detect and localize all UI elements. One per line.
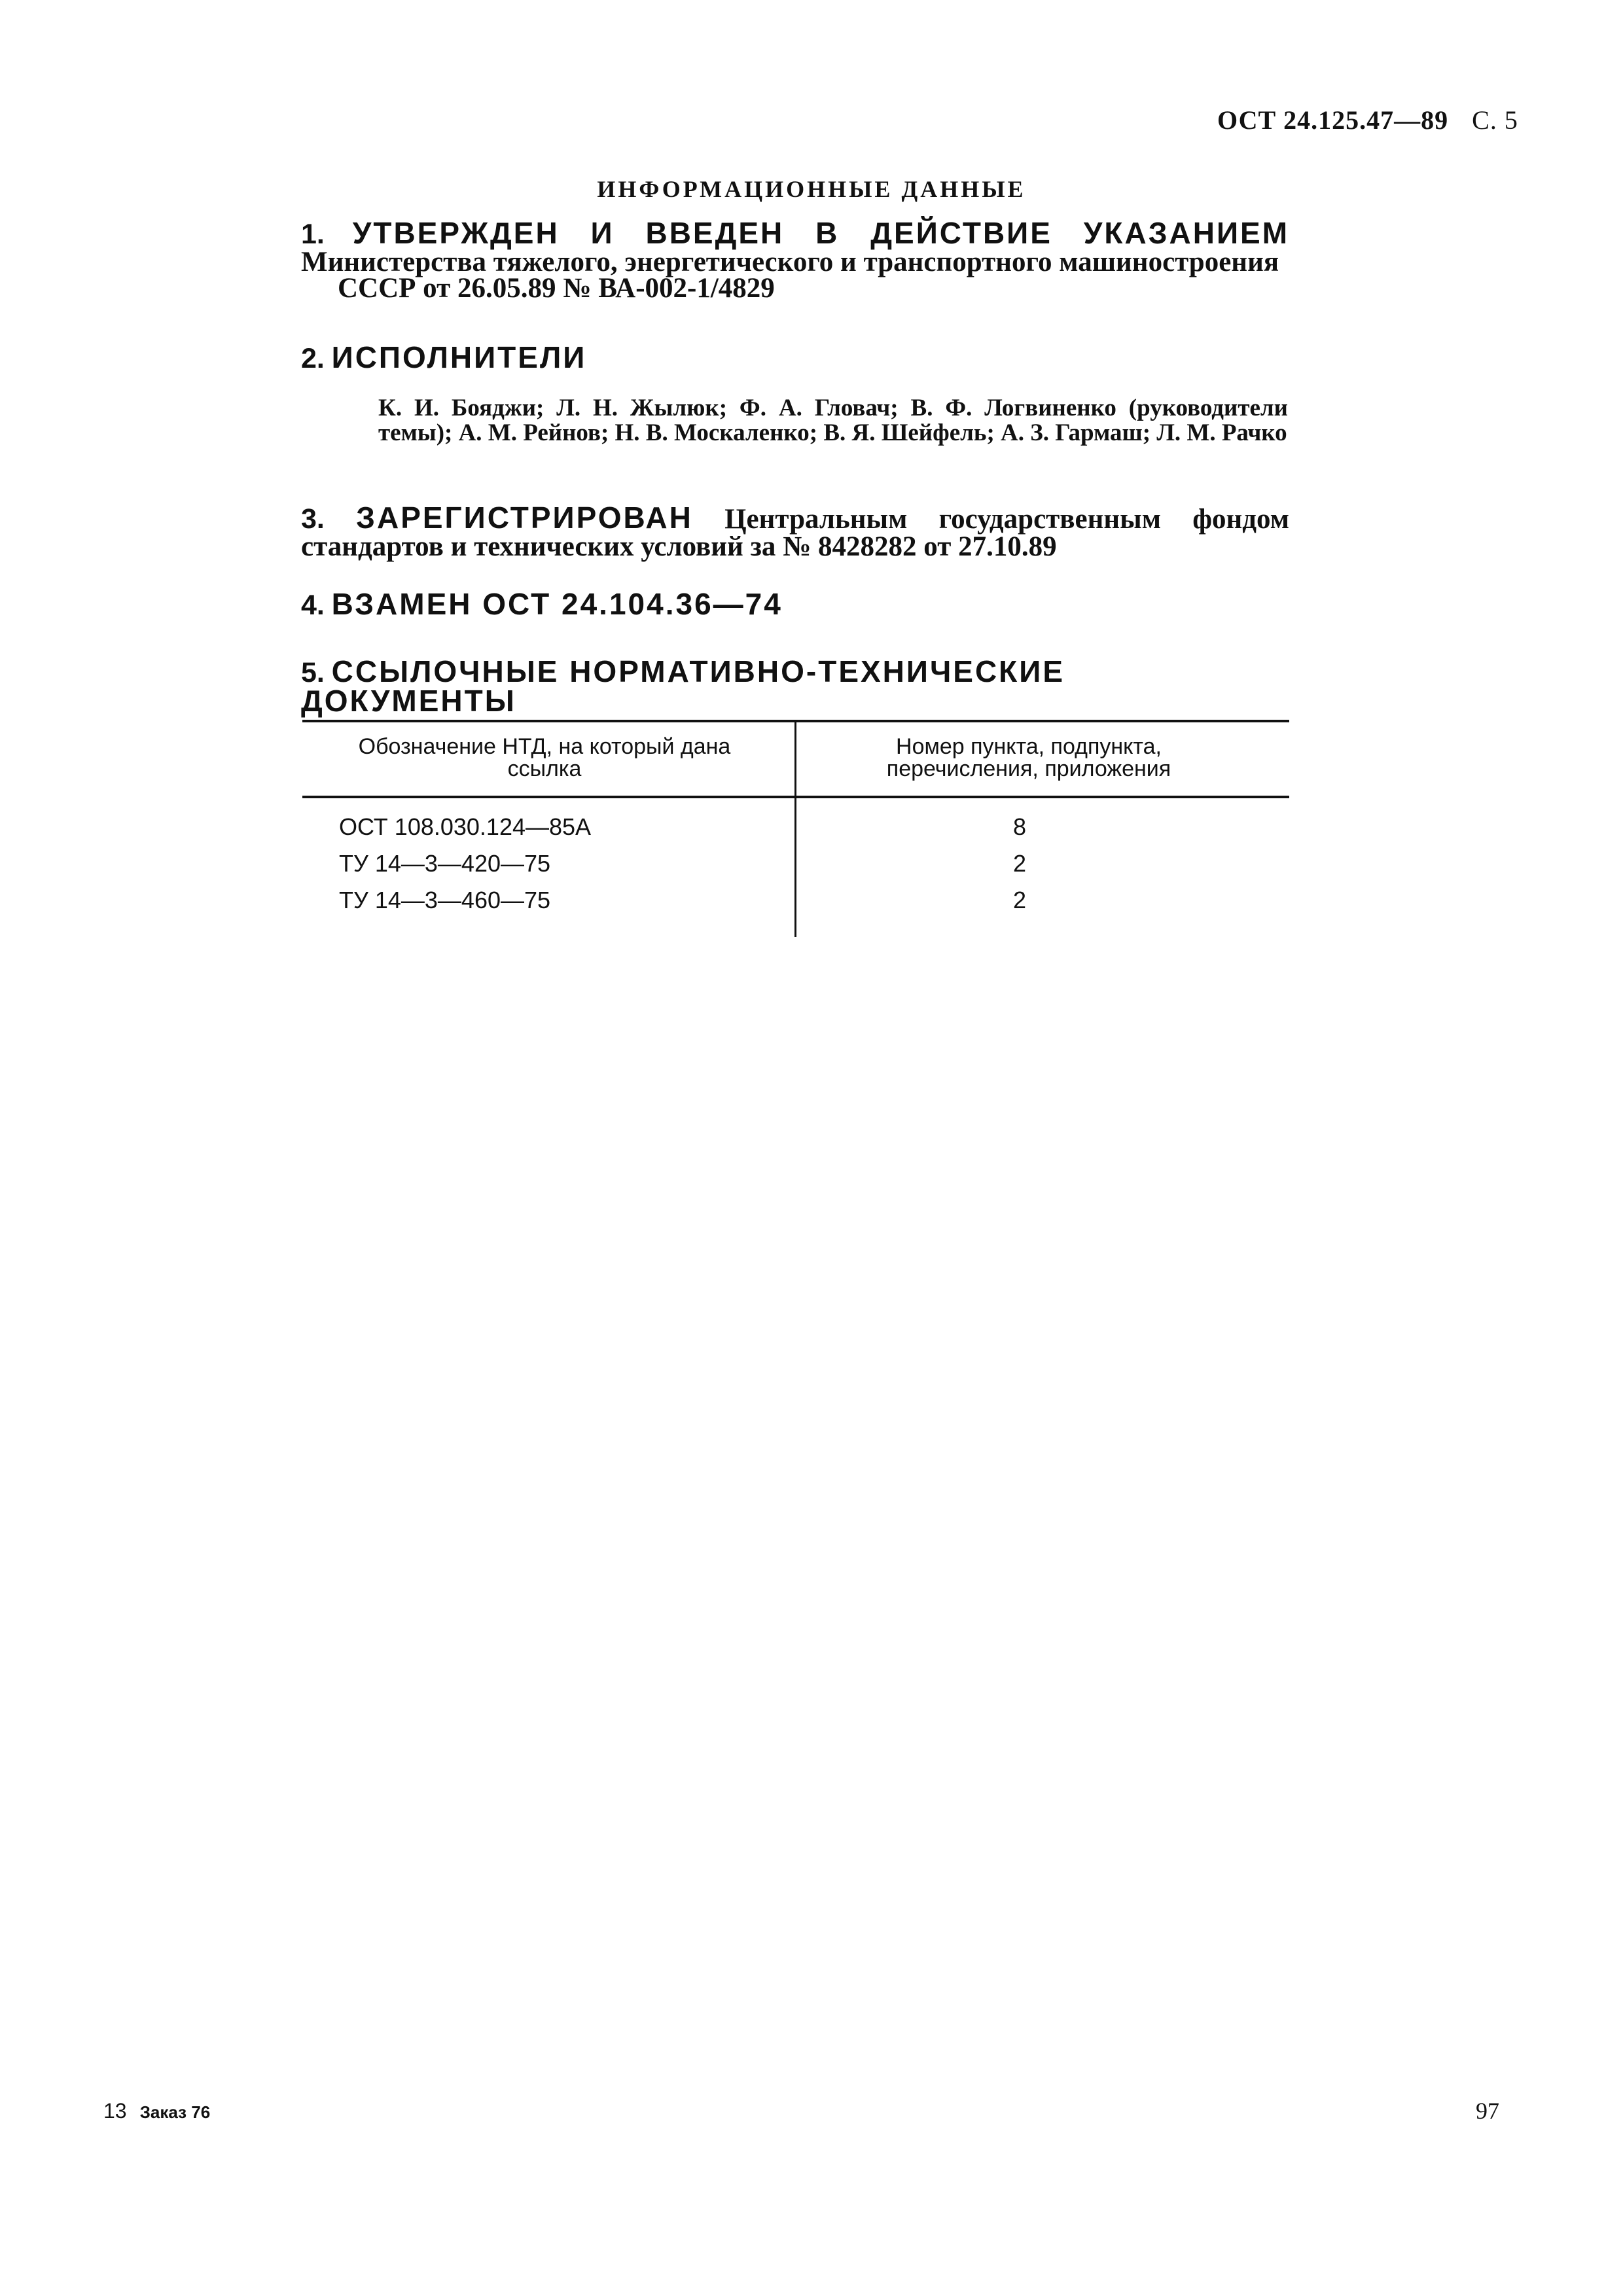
- item-heading: ССЫЛОЧНЫЕ НОРМАТИВНО-ТЕХНИЧЕСКИЕ ДОКУМЕНТЫ: [301, 654, 1065, 718]
- table-cell-item: 8: [1012, 813, 1027, 840]
- item-heading: ВЗАМЕН ОСТ 24.104.36—74: [331, 587, 783, 621]
- page-label: С. 5: [1472, 105, 1518, 135]
- item-text: Центральным государственным фондом стандартов и технических условий за № 8428282 от 27.10.89: [301, 504, 1290, 562]
- sheet-number: 13: [103, 2099, 127, 2123]
- footer-print-info: [103, 2099, 210, 2123]
- item-number: 1.: [301, 219, 325, 250]
- table-header-document: Обозначение НТД, на который дана ссылка: [358, 734, 731, 781]
- info-item-references: [301, 654, 1289, 718]
- table-cell-item: 2: [1012, 850, 1027, 877]
- page-number: 97: [1476, 2098, 1499, 2124]
- table-column-divider: [794, 798, 796, 937]
- executors-list: К. И. Бояджи; Л. Н. Жылюк; Ф. А. Гловач; В. Ф. Логвиненко (руководители темы); А. М. Рейнов; Н. В. Москаленко; В. Я. Шейфель; А. З. Гармаш; Л. М. Рачко: [378, 395, 1288, 446]
- table-cell-document: ОСТ 108.030.124—85А: [339, 813, 592, 840]
- item-number: 4.: [301, 590, 325, 621]
- info-item-approved: [301, 216, 1290, 304]
- item-text: Министерства тяжелого, энергетического и транспортного машиностроения: [301, 247, 1279, 277]
- order-number: Заказ 76: [139, 2102, 211, 2122]
- table-cell-document: ТУ 14—3—460—75: [339, 887, 551, 913]
- table-column-divider: [794, 722, 796, 796]
- info-item-replaces: [301, 587, 1289, 621]
- table-header-item: Номер пункта, подпункта, перечисления, приложения: [886, 734, 1171, 781]
- references-table: [302, 720, 1289, 942]
- page-header: [1217, 105, 1518, 135]
- info-item-executors: [301, 340, 1289, 374]
- item-heading: ИСПОЛНИТЕЛИ: [331, 340, 587, 374]
- item-heading: ЗАРЕГИСТРИРОВАН: [356, 501, 693, 535]
- table-cell-document: ТУ 14—3—420—75: [339, 850, 551, 877]
- page-title: ИНФОРМАЦИОННЫЕ ДАННЫЕ: [597, 176, 1026, 202]
- item-number: 5.: [301, 657, 325, 688]
- item-number: 2.: [301, 343, 325, 374]
- table-cell-item: 2: [1012, 887, 1027, 913]
- info-item-registered: [301, 501, 1290, 562]
- item-text-tail: СССР от 26.05.89 № ВА-002-1/4829: [338, 273, 775, 304]
- item-number: 3.: [301, 503, 325, 535]
- document-code: ОСТ 24.125.47—89: [1217, 105, 1449, 135]
- item-heading: УТВЕРЖДЕН И ВВЕДЕН В ДЕЙСТВИЕ УКАЗАНИЕМ: [352, 216, 1290, 250]
